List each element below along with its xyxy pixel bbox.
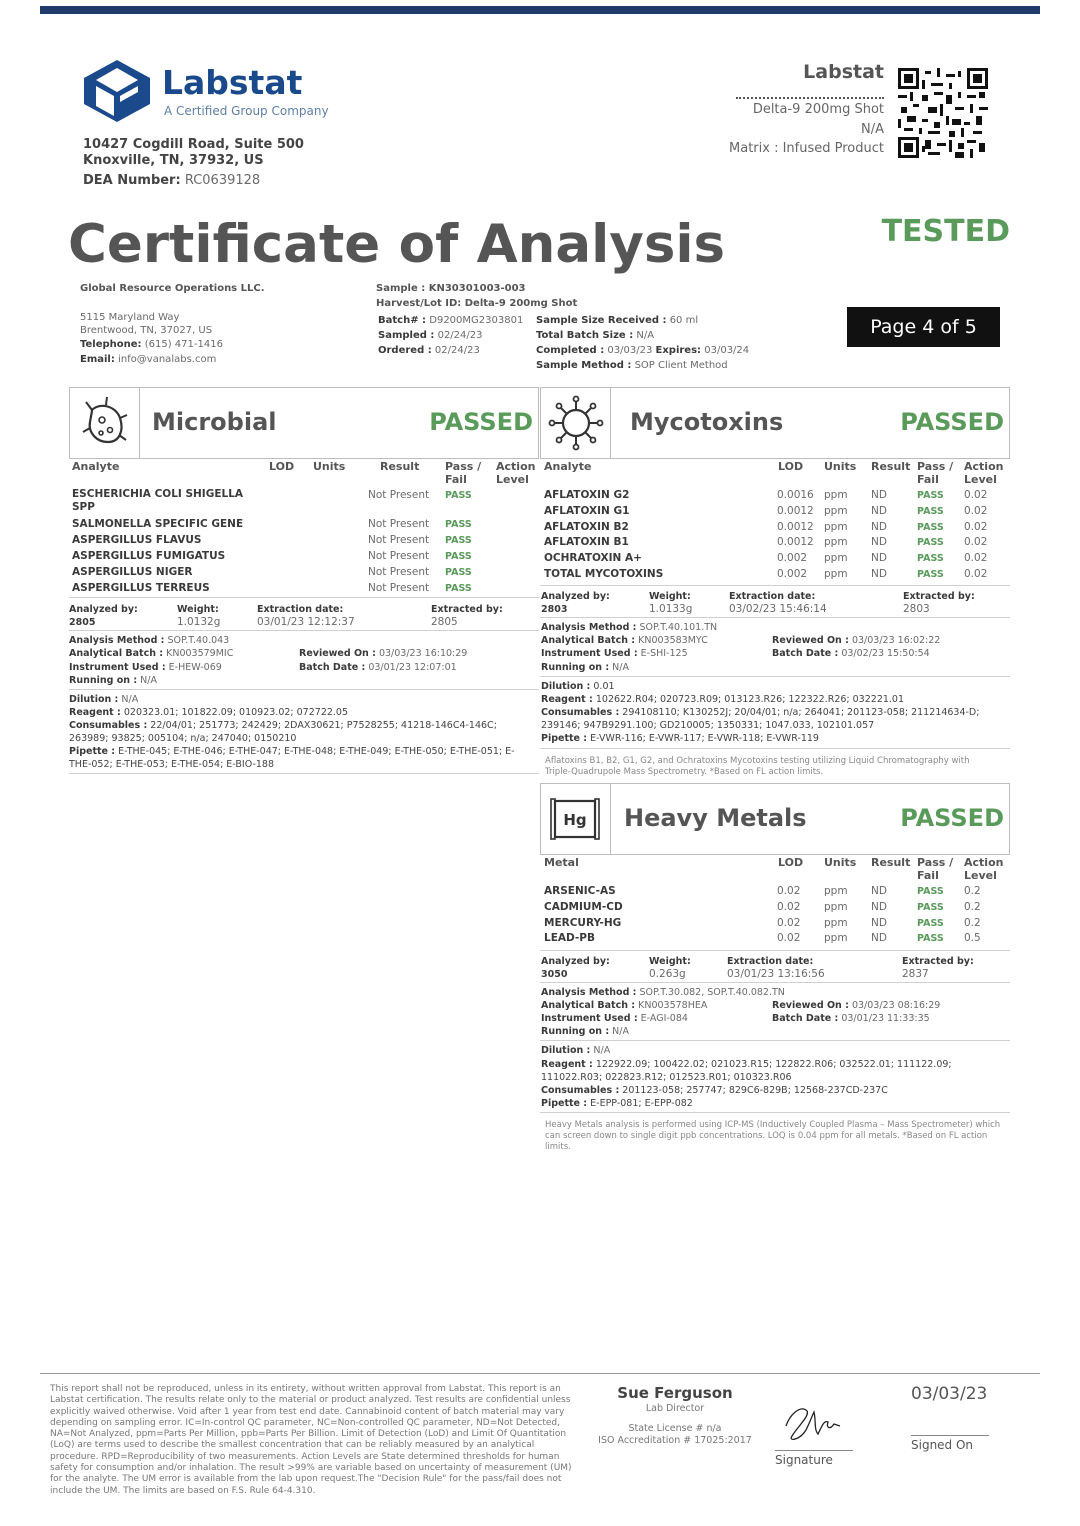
- table-row: AFLATOXIN G1 0.0012 ppm ND PASS 0.02: [544, 504, 988, 517]
- signer-role: Lab Director: [645, 1403, 705, 1414]
- page-indicator: Page 4 of 5: [847, 307, 1000, 347]
- myco-extracted-by: Extracted by: 2803: [903, 591, 975, 615]
- state-license: State License # n/a: [628, 1423, 722, 1434]
- divider: [540, 748, 1010, 749]
- microbial-consumables: Consumables : 22/04/01; 251773; 242429; 2DAX30621; P7528255; 41218-146C4-146C; 263989; 93825; 005104; n/a; 247040; 0150210: [69, 720, 497, 744]
- total-batch-size: Total Batch Size : N/A: [536, 330, 655, 341]
- col-result: Result: [871, 460, 911, 473]
- microbial-analysis-method: Analysis Method : SOP.T.40.043: [69, 635, 230, 646]
- product-na: N/A: [861, 122, 884, 137]
- col-units: Units: [824, 460, 857, 473]
- table-row: AFLATOXIN B2 0.0012 ppm ND PASS 0.02: [544, 520, 988, 533]
- microbial-extracted-by: Extracted by: 2805: [431, 604, 503, 628]
- metals-weight: Weight: 0.263g: [649, 956, 691, 980]
- table-row: CADMIUM-CD 0.02 ppm ND PASS 0.2: [544, 900, 981, 913]
- metals-note: Heavy Metals analysis is performed using ICP-MS (Inductively Coupled Plasma – Mass Spectrometer) which can screen down to single digit ppb concentrations. LOQ is 0.04 ppm for all metals. *Based on FL action limits.: [545, 1120, 1001, 1152]
- microbial-weight: Weight: 1.0132g: [177, 604, 221, 628]
- metals-pipette: Pipette : E-EPP-081; E-EPP-082: [541, 1098, 693, 1109]
- labstat-logo-icon: [82, 58, 152, 124]
- table-row: ASPERGILLUS NIGER Not Present PASS: [72, 566, 472, 578]
- logo-tagline: A Certified Group Company: [164, 104, 329, 118]
- microbial-analytical-batch: Analytical Batch : KN003579MIC: [69, 648, 234, 659]
- client-email: Email: info@vanalabs.com: [80, 354, 217, 365]
- col-pass-fail: Pass / Fail: [917, 460, 954, 486]
- metals-analysis-method: Analysis Method : SOP.T.30.082, SOP.T.40.082.TN: [541, 987, 785, 998]
- footer-divider: [40, 1373, 1040, 1374]
- table-row: ASPERGILLUS FUMIGATUS Not Present PASS: [72, 550, 472, 562]
- iso-accreditation: ISO Accreditation # 17025:2017: [598, 1435, 752, 1446]
- microbe-icon: [70, 388, 140, 458]
- table-row: MERCURY-HG 0.02 ppm ND PASS 0.2: [544, 916, 981, 929]
- divider: [540, 617, 1010, 618]
- col-metal: Metal: [544, 856, 579, 869]
- table-row: OCHRATOXIN A+ 0.002 ppm ND PASS 0.02: [544, 552, 988, 565]
- myco-extraction-date: Extraction date: 03/02/23 15:46:14: [729, 591, 827, 615]
- microbial-batch-date: Batch Date : 03/01/23 12:07:01: [299, 662, 457, 673]
- microbial-analyzed-by: Analyzed by: 2805: [69, 604, 138, 628]
- myco-dilution: Dilution : 0.01: [541, 681, 615, 692]
- col-units: Units: [313, 460, 346, 473]
- table-row: ARSENIC-AS 0.02 ppm ND PASS 0.2: [544, 885, 981, 897]
- product-name: Delta-9 200mg Shot: [752, 102, 884, 117]
- myco-analyzed-by: Analyzed by: 2803: [541, 591, 610, 615]
- signed-on-label: Signed On: [911, 1438, 974, 1452]
- metals-dilution: Dilution : N/A: [541, 1045, 611, 1056]
- myco-analytical-batch: Analytical Batch : KN003583MYC: [541, 635, 708, 646]
- table-row: ESCHERICHIA COLI SHIGELLA SPP Not Present PASS: [72, 488, 472, 513]
- myco-pipette: Pipette : E-VWR-116; E-VWR-117; E-VWR-118; E-VWR-119: [541, 733, 819, 744]
- client-street: 5115 Maryland Way: [80, 312, 180, 323]
- microbial-title: Microbial: [152, 408, 277, 436]
- table-row: ASPERGILLUS TERREUS Not Present PASS: [72, 582, 472, 594]
- sample-id: Sample : KN30301003-003: [376, 283, 526, 294]
- metals-reagent: Reagent : 122922.09; 100422.02; 021023.R15; 122822.R06; 032522.01; 111122.09; 111022.R03; 022823.R12; 012523.R01; 010323.R06: [541, 1059, 952, 1083]
- signature-mark: [778, 1396, 848, 1446]
- divider: [69, 630, 539, 631]
- table-row: TOTAL MYCOTOXINS 0.002 ppm ND PASS 0.02: [544, 567, 988, 580]
- divider: [69, 773, 539, 774]
- dea-number: DEA Number: RC0639128: [83, 173, 261, 188]
- myco-reviewed-on: Reviewed On : 03/03/23 16:02:22: [772, 635, 941, 646]
- metals-running-on: Running on : N/A: [541, 1026, 629, 1037]
- metals-rows: [544, 884, 1004, 947]
- metals-status: PASSED: [900, 804, 1004, 832]
- ordered-date: Ordered : 02/24/23: [378, 345, 480, 356]
- col-pass-fail: Pass / Fail: [445, 460, 482, 486]
- divider: [69, 597, 539, 598]
- logo-name: Labstat: [162, 63, 303, 102]
- col-pass-fail: Pass / Fail: [917, 856, 954, 882]
- page-title: Certificate of Analysis: [68, 214, 726, 275]
- microbial-dilution: Dilution : N/A: [69, 694, 139, 705]
- matrix-label: Matrix : Infused Product: [729, 141, 884, 156]
- microbial-extraction-date: Extraction date: 03/01/23 12:12:37: [257, 604, 355, 628]
- status-badge: TESTED: [881, 214, 1010, 249]
- col-lod: LOD: [269, 460, 295, 473]
- divider: [540, 982, 1010, 983]
- right-lab-name: Labstat: [803, 61, 884, 83]
- divider: [540, 950, 1010, 951]
- microbial-pipette: Pipette : E-THE-045; E-THE-046; E-THE-047; E-THE-048; E-THE-049; E-THE-050; E-THE-051; E- THE-052; E-THE-053; E-THE-054; E-BIO-188: [69, 746, 515, 770]
- metals-extracted-by: Extracted by: 2837: [902, 956, 974, 980]
- col-result: Result: [380, 460, 420, 473]
- harvest-lot: Harvest/Lot ID: Delta-9 200mg Shot: [376, 298, 578, 309]
- myco-reagent: Reagent : 102622.R04; 020723.R09; 013123.R26; 122322.R26; 032221.01: [541, 694, 905, 705]
- col-result: Result: [871, 856, 911, 869]
- signed-on-line: [911, 1435, 989, 1436]
- mycotoxins-status: PASSED: [900, 408, 1004, 436]
- mycotoxins-rows: [544, 488, 1004, 583]
- col-analyte: Analyte: [544, 460, 592, 473]
- mercury-element-icon: [541, 784, 611, 854]
- metals-reviewed-on: Reviewed On : 03/03/23 08:16:29: [772, 1000, 941, 1011]
- signature-label: Signature: [775, 1453, 833, 1467]
- divider: [69, 689, 539, 690]
- col-action-level: Action Level: [964, 460, 1004, 486]
- divider: [540, 1040, 1010, 1041]
- metals-title: Heavy Metals: [624, 804, 807, 832]
- metals-instrument: Instrument Used : E-AGI-084: [541, 1013, 688, 1024]
- table-row: ASPERGILLUS FLAVUS Not Present PASS: [72, 534, 472, 546]
- microbial-rows: [72, 488, 532, 597]
- top-bar: [40, 6, 1040, 14]
- qr-code-icon[interactable]: [898, 68, 988, 158]
- lab-address-line1: 10427 Cogdill Road, Suite 500: [83, 137, 304, 152]
- metals-batch-date: Batch Date : 03/01/23 11:33:35: [772, 1013, 930, 1024]
- microbial-instrument: Instrument Used : E-HEW-069: [69, 662, 222, 673]
- col-units: Units: [824, 856, 857, 869]
- sample-method: Sample Method : SOP Client Method: [536, 360, 728, 371]
- metals-analytical-batch: Analytical Batch : KN003578HEA: [541, 1000, 708, 1011]
- microbial-reviewed-on: Reviewed On : 03/03/23 16:10:29: [299, 648, 468, 659]
- col-action-level: Action Level: [496, 460, 536, 486]
- signed-date: 03/03/23: [911, 1384, 988, 1404]
- metals-analyzed-by: Analyzed by: 3050: [541, 956, 610, 980]
- col-action-level: Action Level: [964, 856, 1004, 882]
- table-row: AFLATOXIN G2 0.0016 ppm ND PASS 0.02: [544, 489, 988, 501]
- col-analyte: Analyte: [72, 460, 120, 473]
- divider: [540, 676, 1010, 677]
- microbial-running-on: Running on : N/A: [69, 675, 157, 686]
- signer-name: Sue Ferguson: [617, 1384, 733, 1402]
- microbial-status: PASSED: [429, 408, 533, 436]
- sample-size: Sample Size Received : 60 ml: [536, 315, 699, 326]
- client-name: Global Resource Operations LLC.: [80, 283, 265, 294]
- col-lod: LOD: [778, 460, 804, 473]
- divider: [540, 585, 1010, 586]
- dotted-divider: [736, 97, 884, 99]
- divider: [540, 1112, 1010, 1113]
- table-row: LEAD-PB 0.02 ppm ND PASS 0.5: [544, 932, 981, 945]
- col-lod: LOD: [778, 856, 804, 869]
- myco-analysis-method: Analysis Method : SOP.T.40.101.TN: [541, 622, 718, 633]
- myco-consumables: Consumables : 294108110; K130252J; 20/04/01; n/a; 264041; 201123-058; 211214634-D; 239146; 947B9291.100; GD210005; 1350331; 1047.033, 102101.057: [541, 707, 980, 731]
- sampled-date: Sampled : 02/24/23: [378, 330, 483, 341]
- client-city: Brentwood, TN, 37027, US: [80, 325, 213, 336]
- footer-disclaimer: This report shall not be reproduced, unless in its entirety, without written approval from Labstat. This report is an Labstat certification. The results relate only to the material or product analyzed. Test results are confidential unless explicitly waived otherwise. Void after 1 year from test end date. Cannabinoid content of batch material may vary depending on sampling error. IC=In-control QC parameter, NC=Non-controlled QC parameter, ND=Not Detected, NA=Not Analyzed, ppm=Parts Per Million, ppb=Parts Per Billion. Limit of Detection (LoD) and Limit Of Quantitation (LoQ) are terms used to describe the smallest concentration that can be reliably measured by an analytical procedure. RPD=Reproducibility of two measurements. Action Levels are State determined thresholds for human safety for consumption and/or inhalation. The result >99% are variable based on uncertainty of measurement (UM) for the analyte. The UM error is available from the lab upon request.The "Decision Rule" for the pass/fail does not include the UM. The limits are based on F.S. Rule 64-4.310.: [50, 1384, 572, 1496]
- microbial-reagent: Reagent : 020323.01; 101822.09; 010923.02; 072722.05: [69, 707, 349, 718]
- myco-note: Aflatoxins B1, B2, G1, G2, and Ochratoxins Mycotoxins testing utilizing Liquid Chromatography with Triple-Quadrupole Mass Spectrometry. *Based on FL action limits.: [545, 756, 970, 777]
- completed-expires: Completed : 03/03/23 Expires: 03/03/24: [536, 345, 750, 356]
- virus-icon: [541, 388, 611, 458]
- mycotoxins-title: Mycotoxins: [630, 408, 784, 436]
- myco-running-on: Running on : N/A: [541, 662, 629, 673]
- table-row: AFLATOXIN B1 0.0012 ppm ND PASS 0.02: [544, 536, 988, 549]
- myco-instrument: Instrument Used : E-SHI-125: [541, 648, 688, 659]
- signature-line: [775, 1450, 853, 1451]
- mercury-element-icon-text: Hg: [563, 811, 587, 829]
- myco-weight: Weight: 1.0133g: [649, 591, 693, 615]
- myco-batch-date: Batch Date : 03/02/23 15:50:54: [772, 648, 930, 659]
- metals-consumables: Consumables : 201123-058; 257747; 829C6-829B; 12568-237CD-237C: [541, 1085, 888, 1096]
- batch-number: Batch# : D9200MG2303801: [378, 315, 524, 326]
- lab-address-line2: Knoxville, TN, 37932, US: [83, 153, 264, 168]
- metals-extraction-date: Extraction date: 03/01/23 13:16:56: [727, 956, 825, 980]
- client-telephone: Telephone: (615) 471-1416: [80, 339, 223, 350]
- table-row: SALMONELLA SPECIFIC GENE Not Present PASS: [72, 518, 472, 530]
